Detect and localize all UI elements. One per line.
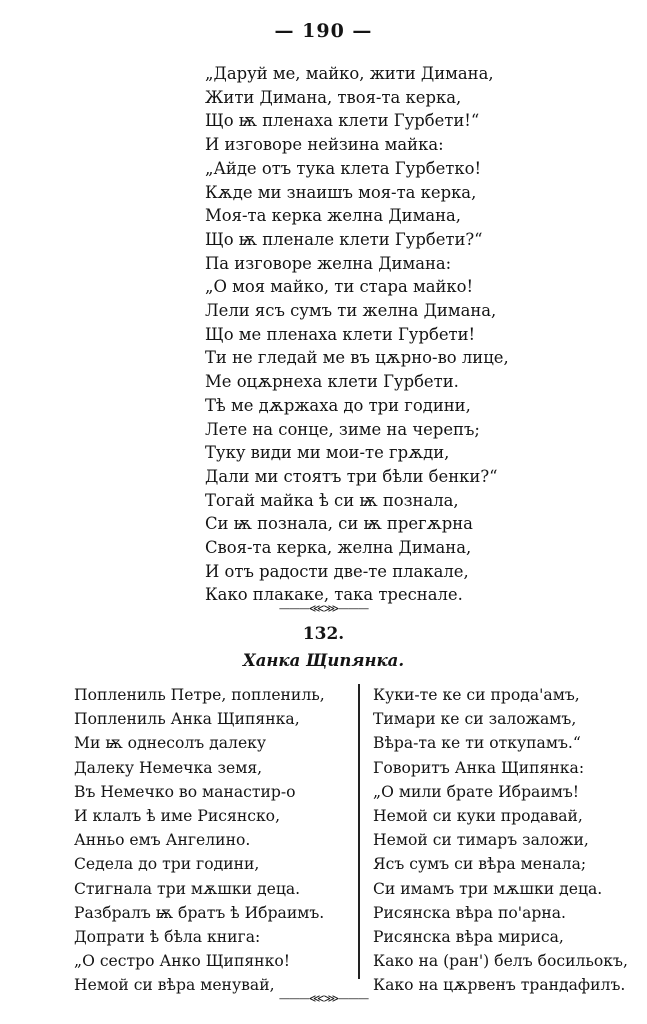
section-ornament: ———⋘⋙———	[278, 992, 369, 1005]
verse-line: Куки-те ке си прода'амъ,	[373, 686, 580, 704]
verse-line: Допрати ѣ бѣла книга:	[74, 928, 261, 947]
verse-line: „О сестро Анко Щипянко!	[74, 952, 290, 971]
verse-line: „Даруй ме, майко, жити Димана,	[205, 64, 494, 83]
verse-line: Вѣра-та ке ти откупамъ.“	[373, 734, 581, 753]
verse-line: Жити Димана, твоя-та керка,	[205, 87, 462, 107]
verse-line: Кѫде ми знаишъ моя-та керка,	[205, 182, 477, 202]
poem-number: 132.	[302, 624, 345, 644]
verse-line: „О моя майко, ти стара майко!	[205, 277, 474, 297]
verse-line: Разбралъ ѭ братъ ѣ Ибраимъ.	[74, 903, 325, 922]
verse-line: Поплениль Петре, поплениль,	[74, 686, 325, 704]
verse-line: И отъ радости две-те плакале,	[205, 561, 469, 581]
verse-line: Говоритъ Анка Щипянка:	[373, 758, 585, 777]
poem-right-column	[373, 683, 628, 998]
verse-line: Анньо емъ Ангелино.	[74, 831, 251, 850]
verse-line: Лели ясъ сумъ ти желна Димана,	[205, 301, 497, 321]
section-ornament: ———⋘⋙———	[278, 602, 369, 615]
poem-left-column	[74, 683, 325, 998]
verse-line: Въ Немечко во манастир-о	[74, 782, 296, 801]
verse-line: „О мили брате Ибраимъ!	[373, 782, 580, 801]
page-number: — 190 —	[274, 20, 373, 42]
verse-line: Далеку Немечка земя,	[74, 758, 263, 777]
verse-line: Стигнала три мѫшки деца.	[74, 879, 301, 898]
verse-line: Що ѭ пленаха клети Гурбети!“	[205, 111, 480, 131]
verse-line: Немой си вѣра менувай,	[74, 976, 275, 995]
verse-line: Ти не гледай ме въ цѫрно-во лице,	[205, 348, 509, 368]
verse-line: Си ѭ познала, си ѭ прегѫрна	[205, 514, 473, 534]
verse-line: Рисянска вѣра по'арна.	[373, 903, 566, 922]
verse-line: И клалъ ѣ име Рисянско,	[74, 807, 281, 826]
verse-line: Дали ми стоятъ три бѣли бенки?“	[205, 466, 498, 486]
verse-line: Тимари ке си заложамъ,	[373, 710, 577, 729]
poem-top-stanza	[205, 62, 509, 607]
verse-line: Туку види ми мои-те грѫди,	[205, 443, 450, 463]
poem-title: Ханка Щипянка.	[242, 651, 405, 670]
verse-line: Що ме пленаха клети Гурбети!	[205, 324, 476, 344]
verse-line: Лете на сонце, зиме на черепъ;	[205, 419, 480, 439]
verse-line: Како плакаке, така треснале.	[205, 585, 463, 605]
verse-line: Своя-та керка, желна Димана,	[205, 538, 472, 558]
verse-line: И изговоре нейзина майка:	[205, 135, 444, 155]
verse-line: „Айде отъ тука клета Гурбетко!	[205, 158, 482, 178]
verse-line: Немой си тимаръ заложи,	[373, 831, 589, 850]
verse-line: Па изговоре желна Димана:	[205, 253, 452, 273]
verse-line: Ме оцѫрнеха клети Гурбети.	[205, 372, 459, 392]
verse-line: Що ѭ пленале клети Гурбети?“	[205, 229, 483, 249]
verse-line: Моя-та керка желна Димана,	[205, 206, 462, 226]
verse-line: Си имамъ три мѫшки деца.	[373, 879, 603, 898]
verse-line: Ясъ сумъ си вѣра менала;	[373, 855, 587, 874]
column-divider	[358, 684, 360, 979]
verse-line: Поплениль Анка Щипянка,	[74, 710, 300, 729]
verse-line: Немой си куки продавай,	[373, 807, 583, 826]
verse-line: Тѣ ме дѫржаха до три години,	[205, 395, 471, 415]
verse-line: Како на (ран') белъ босильокъ,	[373, 952, 628, 971]
verse-line: Тогай майка ѣ си ѭ познала,	[205, 490, 459, 510]
verse-line: Седела до три години,	[74, 855, 260, 874]
verse-line: Рисянска вѣра мириса,	[373, 928, 564, 947]
verse-line: Ми ѭ однесолъ далеку	[74, 734, 267, 753]
verse-line: Како на цѫрвенъ трандафилъ.	[373, 976, 626, 995]
